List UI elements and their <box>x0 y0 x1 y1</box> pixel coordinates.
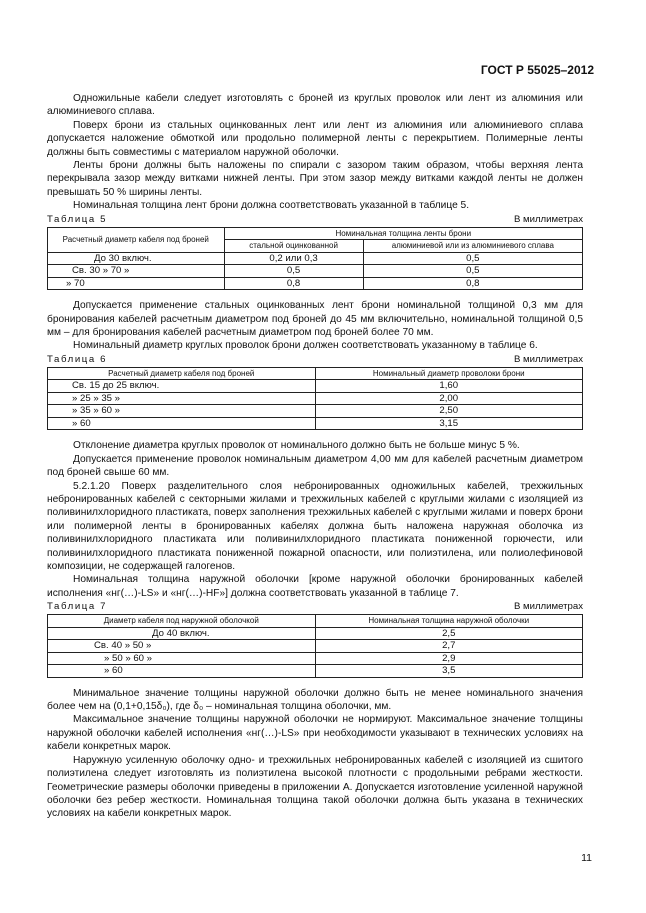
table-row <box>48 665 583 678</box>
paragraph: Номинальный диаметр круглых проволок брони должен соответствовать указанному в таблице 6. <box>73 340 538 352</box>
table-cell: Св. 40 » 50 » <box>48 640 316 653</box>
table-cell: Св. 15 до 25 включ. <box>48 380 316 393</box>
table-cell: » 60 <box>48 665 316 678</box>
paragraph: Минимальное значение толщины наружной оболочки должно быть не менее номинального значения более чем на (0,1+0,15δ₀), где δ₀ – номинальная толщина оболочки, мм. <box>47 687 583 713</box>
paragraph: Максимальное значение толщины наружной оболочки не нормируют. Максимальное значение толщины наружной оболочки кабелей исполнения «нг(…)-LS» при необходимости указывают в технических условиях на кабели конкретных марок. <box>47 714 583 753</box>
table-6-unit: В миллиметрах <box>513 353 583 365</box>
table-row <box>48 392 583 405</box>
paragraph: Допускается применение стальных оцинкованных лент брони номинальной толщиной 0,3 мм для бронирования кабелей расчетным диаметром под броней до 45 мм включительно, номинальной толщиной 0,5 мм – для бронирования кабелей расчетным диаметром под броней более 70 мм. <box>47 300 583 338</box>
table-cell: 0,2 или 0,3 <box>224 252 363 265</box>
table-cell: 0,5 <box>363 265 582 278</box>
table-cell: 2,5 <box>315 627 583 640</box>
table-cell: 3,15 <box>315 417 583 430</box>
table-cell: До 30 включ. <box>48 252 225 265</box>
paragraph: Наружную усиленную оболочку одно- и трехжильных небронированных кабелей с изоляцией из сшитого полиэтилена следует изготовлять из полиэтилена высокой плотности с продольными ребрами жесткости. Геометрические размеры оболочки приведены в приложении А. Допускается изготовление усиленной наружной оболочки без ребер жесткости. Номинальная толщина такой оболочки должна быть указана в технических условиях на кабели конкретных марок. <box>47 754 583 820</box>
table-cell: 2,9 <box>315 652 583 665</box>
table-5-caption: Таблица 5 <box>47 213 108 225</box>
table-cell: » 50 » 60 » <box>48 652 316 665</box>
table-cell: 0,5 <box>224 265 363 278</box>
table-header-cell: Диаметр кабеля под наружной оболочкой <box>48 615 316 628</box>
table-header-cell: Номинальный диаметр проволоки брони <box>315 367 583 380</box>
table-cell: 1,60 <box>315 380 583 393</box>
table-row <box>48 627 583 640</box>
paragraph: 5.2.1.20 Поверх разделительного слоя небронированных одножильных кабелей, трехжильных небронированных кабелей с секторными жилами и трехжильных кабелей с круглыми жилами с изоляцией из поливинилхлоридного пластиката, поверх заполнения трехжильных кабелей с круглыми жилами и поверх брони или полимерной ленты в бронированных кабелях должна быть наложена наружная оболочка из поливинилхлоридного пластиката или поливинилхлоридного пластиката пониженной горючести, или поливинилхлоридного пластиката пониженной пожарной опасности, или полиэтилена, или полиолефиновой композиции, не содержащей галогенов. <box>47 480 583 572</box>
paragraph: Номинальная толщина лент брони должна соответствовать указанной в таблице 5. <box>73 200 470 212</box>
table-cell: До 40 включ. <box>48 627 316 640</box>
table-7-caption-row <box>47 601 583 613</box>
table-7-unit: В миллиметрах <box>513 601 583 613</box>
table-row <box>48 417 583 430</box>
document-header: ГОСТ Р 55025–2012 <box>480 63 594 77</box>
table-cell: » 60 <box>48 417 316 430</box>
paragraph: Ленты брони должны быть наложены по спирали с зазором таким образом, чтобы верхняя лента перекрывала зазор между витками нижней ленты. При этом зазор между витками каждой ленты не должен превышать 50 % ширины ленты. <box>47 160 583 198</box>
table-cell: » 70 <box>48 277 225 290</box>
table-row <box>48 277 583 290</box>
paragraph: Номинальная толщина наружной оболочки [кроме наружной оболочки бронированных кабелей исполнения «нг(…)-LS» и «нг(…)-HF»] должна соответствовать указанной в таблице 7. <box>47 574 583 599</box>
page-number: 11 <box>581 852 592 864</box>
table-header-cell: Номинальная толщина ленты брони <box>224 227 582 240</box>
table-cell: » 35 » 60 » <box>48 405 316 418</box>
table-row <box>48 380 583 393</box>
table-cell: 2,00 <box>315 392 583 405</box>
table-cell: 0,5 <box>363 252 582 265</box>
table-cell: » 25 » 35 » <box>48 392 316 405</box>
table-7-caption: Таблица 7 <box>47 601 108 613</box>
table-row <box>48 252 583 265</box>
table-7 <box>47 614 583 678</box>
paragraph: Поверх брони из стальных оцинкованных лент или лент из алюминия или алюминиевого сплава допускается наложение обмоткой или продольно полимерной ленты с перекрытием. Полимерные ленты должны быть совместимы с материалом наружной оболочки. <box>47 119 583 158</box>
table-5-caption-row <box>47 214 583 226</box>
table-header-cell: Расчетный диаметр кабеля под броней <box>48 367 316 380</box>
table-cell: 3,5 <box>315 665 583 678</box>
table-cell: Св. 30 » 70 » <box>48 265 225 278</box>
table-6 <box>47 367 583 431</box>
table-cell: 0,8 <box>224 277 363 290</box>
table-6-caption-row <box>47 354 583 366</box>
table-row <box>48 652 583 665</box>
table-row <box>48 640 583 653</box>
table-cell: 2,7 <box>315 640 583 653</box>
table-5-unit: В миллиметрах <box>513 213 583 225</box>
table-cell: 0,8 <box>363 277 582 290</box>
table-row <box>48 405 583 418</box>
table-5 <box>47 227 583 291</box>
table-header-cell: стальной оцинкованной <box>224 240 363 253</box>
table-header-cell: Номинальная толщина наружной оболочки <box>315 615 583 628</box>
paragraph: Одножильные кабели следует изготовлять с броней из круглых проволок или лент из алюминия или алюминиевого сплава. <box>47 93 583 118</box>
page-content <box>47 92 583 821</box>
table-header-cell: Расчетный диаметр кабеля под броней <box>48 227 225 252</box>
paragraph: Отклонение диаметра круглых проволок от номинального должно быть не больше минус 5 %. <box>73 440 520 452</box>
table-6-caption: Таблица 6 <box>47 353 108 365</box>
table-header-cell: алюминиевой или из алюминиевого сплава <box>363 240 582 253</box>
table-cell: 2,50 <box>315 405 583 418</box>
table-row <box>48 265 583 278</box>
paragraph: Допускается применение проволок номинальным диаметром 4,00 мм для кабелей расчетным диаметром под броней свыше 60 мм. <box>47 453 583 479</box>
